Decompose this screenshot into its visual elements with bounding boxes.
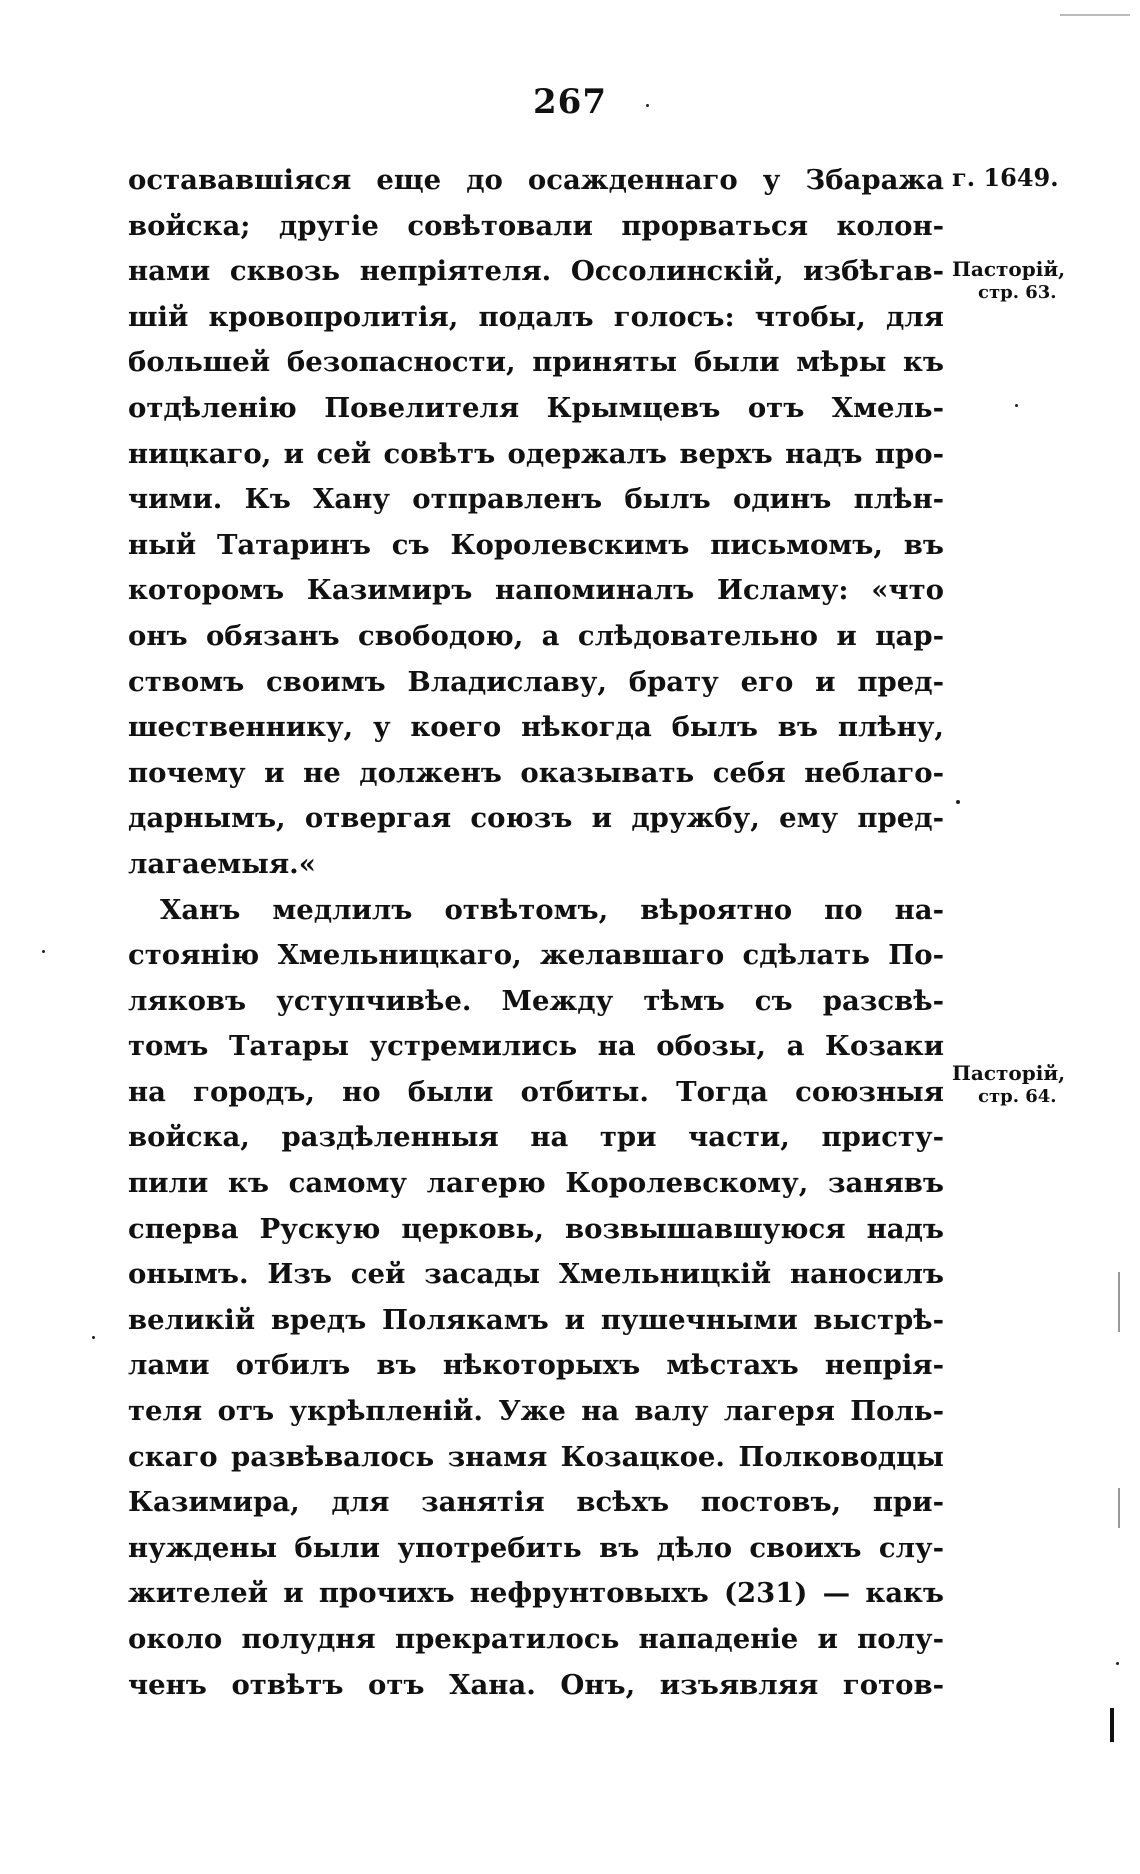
margin-note-author: Пасторій, xyxy=(952,257,1066,281)
text-line: отдѣленію Повелителя Крымцевъ отъ Хмель- xyxy=(128,391,944,424)
scan-speck xyxy=(42,950,45,953)
paragraph-start-line: Ханъ медлилъ отвѣтомъ, вѣроятно по на- xyxy=(160,893,944,926)
text-line: на городъ, но были отбиты. Тогда союзныя xyxy=(128,1075,944,1108)
text-line: лагаемыя.« xyxy=(128,847,316,880)
margin-year: г. 1649. xyxy=(952,163,1059,192)
scan-edge-mark xyxy=(1118,1272,1120,1332)
text-line: лами отбилъ въ нѣкоторыхъ мѣстахъ непрія- xyxy=(128,1349,944,1382)
text-line: теля отъ укрѣпленій. Уже на валу лагеря Поль- xyxy=(128,1395,944,1428)
margin-note-page: стр. 63. xyxy=(978,282,1057,303)
text-line: ляковъ уступчивѣе. Между тѣмъ съ разсвѣ- xyxy=(128,984,944,1017)
margin-note-page: стр. 64. xyxy=(978,1086,1057,1107)
text-line: дарнымъ, отвергая союзъ и дружбу, ему пред- xyxy=(128,802,944,835)
text-line: около полудня прекратилось нападеніе и полу- xyxy=(128,1623,944,1655)
text-line: большей безопасности, приняты были мѣры къ xyxy=(128,346,944,379)
text-line: онъ обязанъ свободою, а слѣдовательно и цар- xyxy=(128,619,944,652)
text-line: онымъ. Изъ сей засады Хмельницкій наносилъ xyxy=(128,1258,944,1291)
text-line: Казимира, для занятія всѣхъ постовъ, при- xyxy=(128,1486,944,1519)
scan-speck xyxy=(646,104,649,107)
text-line: скаго развѣвалось знамя Козацкое. Полководцы xyxy=(128,1440,944,1473)
scan-edge-mark xyxy=(1060,14,1130,16)
scan-speck xyxy=(1015,404,1018,407)
scan-edge-mark xyxy=(1110,1708,1114,1742)
text-line: ный Татаринъ съ Королевскимъ письмомъ, въ xyxy=(128,528,944,561)
text-line: нуждены были употребить въ дѣло своихъ слу- xyxy=(128,1531,944,1564)
scan-speck xyxy=(92,1336,95,1339)
margin-note-author: Пасторій, xyxy=(952,1061,1066,1085)
body-text xyxy=(128,158,944,1708)
text-line: остававшіяся еще до осажденнаго у Збаража xyxy=(128,164,944,196)
text-line: сперва Рускую церковь, возвышавшуюся надъ xyxy=(128,1212,944,1245)
text-line: томъ Татары устремились на обозы, а Козаки xyxy=(128,1030,944,1063)
text-line: ченъ отвѣтъ отъ Хана. Онъ, изъявляя готов- xyxy=(128,1668,944,1701)
page-number: 267 xyxy=(533,82,607,122)
text-line: нами сквозь непріятеля. Оссолинскій, избѣгав- xyxy=(128,255,944,288)
text-line: стоянію Хмельницкаго, желавшаго сдѣлать По- xyxy=(128,939,944,972)
text-line: войска, раздѣленныя на три части, присту- xyxy=(128,1121,944,1154)
scan-speck xyxy=(1116,1662,1119,1665)
text-line: шій кровопролитія, подалъ голосъ: чтобы, для xyxy=(128,300,944,333)
margin-note-source xyxy=(952,1062,1065,1108)
text-line: жителей и прочихъ нефрунтовыхъ (231) — какъ xyxy=(128,1577,944,1610)
text-line: шественнику, у коего нѣкогда былъ въ плѣну, xyxy=(128,711,944,744)
text-line: великій вредъ Полякамъ и пушечными выстрѣ- xyxy=(128,1303,944,1336)
text-line: которомъ Казимиръ напоминалъ Исламу: «что xyxy=(128,574,944,607)
text-line: почему и не долженъ оказывать себя неблаго- xyxy=(128,756,944,789)
margin-note-source xyxy=(952,258,1065,304)
scan-edge-mark xyxy=(1118,1488,1120,1528)
text-line: пили къ самому лагерю Королевскому, занявъ xyxy=(128,1167,944,1200)
text-line: ствомъ своимъ Владиславу, брату его и пред- xyxy=(128,665,944,698)
text-line: чими. Къ Хану отправленъ былъ одинъ плѣн- xyxy=(128,483,944,516)
scan-speck xyxy=(956,800,960,804)
text-line: ницкаго, и сей совѣтъ одержалъ верхъ надъ про- xyxy=(128,437,944,470)
text-line: войска; другіе совѣтовали прорваться колон- xyxy=(128,209,944,242)
